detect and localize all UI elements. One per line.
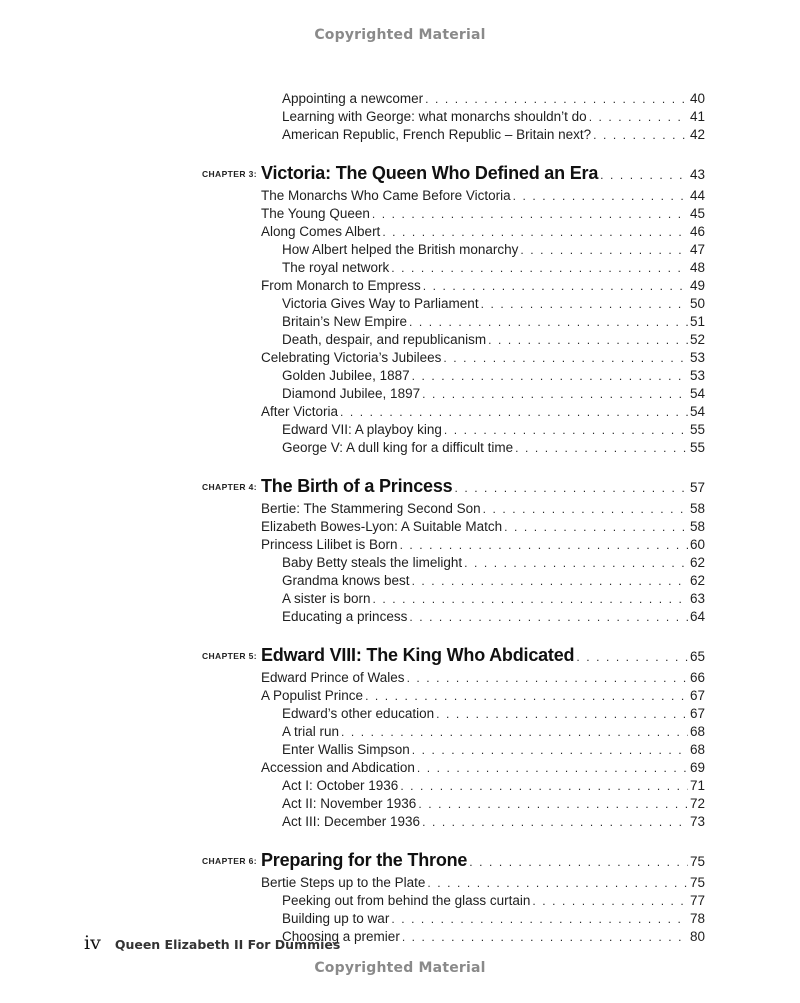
entry-page-number: 68 bbox=[689, 724, 705, 739]
dot-leader bbox=[488, 331, 688, 349]
entry-title: Educating a princess bbox=[282, 609, 408, 624]
toc-entry[interactable] bbox=[261, 669, 705, 687]
toc-entry[interactable] bbox=[282, 892, 705, 910]
entry-page-number: 66 bbox=[689, 670, 705, 685]
dot-leader bbox=[340, 403, 688, 421]
entry-page-number: 64 bbox=[689, 609, 705, 624]
entry-title: Accession and Abdication bbox=[261, 760, 415, 775]
chapter-title: Preparing for the Throne bbox=[261, 850, 468, 870]
toc-entry[interactable] bbox=[261, 687, 705, 705]
toc-entry[interactable] bbox=[261, 205, 705, 223]
entry-title: Edward’s other education bbox=[282, 706, 435, 721]
entry-page-number: 40 bbox=[689, 91, 705, 106]
toc-entry[interactable] bbox=[261, 349, 705, 367]
dot-leader bbox=[373, 590, 688, 608]
dot-leader bbox=[409, 608, 688, 626]
dot-leader bbox=[483, 500, 688, 518]
entry-page-number: 52 bbox=[689, 332, 705, 347]
entry-title: A trial run bbox=[282, 724, 340, 739]
chapter-heading[interactable] bbox=[201, 161, 705, 185]
dot-leader bbox=[464, 554, 688, 572]
entry-title: Baby Betty steals the limelight bbox=[282, 555, 463, 570]
toc-entry[interactable] bbox=[282, 259, 705, 277]
dot-leader bbox=[365, 687, 688, 705]
toc-entry[interactable] bbox=[282, 126, 705, 144]
entry-page-number: 53 bbox=[689, 368, 705, 383]
book-title: Queen Elizabeth II For Dummies bbox=[114, 937, 341, 952]
toc-entry[interactable] bbox=[282, 385, 705, 403]
dot-leader bbox=[427, 874, 688, 892]
entry-title: Appointing a newcomer bbox=[282, 91, 424, 106]
toc-entry[interactable] bbox=[261, 403, 705, 421]
dot-leader bbox=[409, 313, 688, 331]
dot-leader bbox=[412, 572, 688, 590]
entry-page-number: 47 bbox=[689, 242, 705, 257]
entry-page-number: 62 bbox=[689, 555, 705, 570]
toc-entry[interactable] bbox=[282, 572, 705, 590]
entry-title: Act II: November 1936 bbox=[282, 796, 417, 811]
dot-leader bbox=[481, 295, 688, 313]
dot-leader bbox=[400, 777, 688, 795]
entry-title: The Monarchs Who Came Before Victoria bbox=[261, 188, 511, 203]
entry-page-number: 77 bbox=[689, 893, 705, 908]
entry-title: The royal network bbox=[282, 260, 390, 275]
chapter-title: Edward VIII: The King Who Abdicated bbox=[261, 645, 575, 665]
toc-entry[interactable] bbox=[282, 554, 705, 572]
entry-page-number: 60 bbox=[689, 537, 705, 552]
toc-entry[interactable] bbox=[261, 223, 705, 241]
toc-entry[interactable] bbox=[282, 108, 705, 126]
toc-entry[interactable] bbox=[282, 90, 705, 108]
dot-leader bbox=[417, 759, 688, 777]
entry-page-number: 68 bbox=[689, 742, 705, 757]
entry-page-number: 49 bbox=[689, 278, 705, 293]
table-of-contents bbox=[0, 90, 800, 963]
entry-page-number: 75 bbox=[689, 875, 705, 890]
entry-page-number: 73 bbox=[689, 814, 705, 829]
dot-leader bbox=[436, 705, 688, 723]
entry-title: Golden Jubilee, 1887 bbox=[282, 368, 410, 383]
entry-page-number: 67 bbox=[689, 706, 705, 721]
toc-entry[interactable] bbox=[282, 928, 705, 946]
copyright-watermark-top: Copyrighted Material bbox=[314, 27, 486, 43]
dot-leader bbox=[412, 367, 688, 385]
chapter-title: Victoria: The Queen Who Defined an Era bbox=[261, 163, 599, 183]
dot-leader bbox=[444, 421, 688, 439]
dot-leader bbox=[372, 205, 688, 223]
dot-leader bbox=[443, 349, 688, 367]
toc-entry[interactable] bbox=[261, 874, 705, 892]
toc-entry[interactable] bbox=[282, 910, 705, 928]
entry-title: The Young Queen bbox=[261, 206, 370, 221]
entry-page-number: 58 bbox=[689, 501, 705, 516]
dot-leader bbox=[513, 187, 688, 205]
chapter-page-number: 65 bbox=[689, 649, 705, 664]
chapter-heading[interactable] bbox=[201, 848, 705, 872]
entry-page-number: 72 bbox=[689, 796, 705, 811]
entry-page-number: 44 bbox=[689, 188, 705, 203]
entry-title: Celebrating Victoria’s Jubilees bbox=[261, 350, 442, 365]
entry-page-number: 41 bbox=[689, 109, 705, 124]
toc-entry[interactable] bbox=[282, 313, 705, 331]
dot-leader bbox=[423, 277, 688, 295]
dot-leader bbox=[402, 928, 688, 946]
dot-leader bbox=[391, 910, 688, 928]
toc-entry[interactable] bbox=[282, 421, 705, 439]
entry-page-number: 67 bbox=[689, 688, 705, 703]
entry-page-number: 42 bbox=[689, 127, 705, 142]
entry-title: Edward VII: A playboy king bbox=[282, 422, 442, 437]
chapter-page-number: 75 bbox=[689, 854, 705, 869]
entry-page-number: 45 bbox=[689, 206, 705, 221]
entry-title: Act I: October 1936 bbox=[282, 778, 399, 793]
dot-leader bbox=[425, 90, 688, 108]
entry-page-number: 80 bbox=[689, 929, 705, 944]
entry-page-number: 71 bbox=[689, 778, 705, 793]
entry-title: Peeking out from behind the glass curtain bbox=[282, 893, 531, 908]
entry-page-number: 58 bbox=[689, 519, 705, 534]
dot-leader bbox=[400, 536, 688, 554]
toc-entry[interactable] bbox=[282, 295, 705, 313]
entry-title: Elizabeth Bowes-Lyon: A Suitable Match bbox=[261, 519, 503, 534]
dot-leader bbox=[418, 795, 688, 813]
entry-title: Choosing a premier bbox=[282, 929, 400, 944]
entry-page-number: 55 bbox=[689, 422, 705, 437]
dot-leader bbox=[422, 385, 688, 403]
entry-title: Act III: December 1936 bbox=[282, 814, 421, 829]
dot-leader bbox=[407, 669, 688, 687]
entry-page-number: 63 bbox=[689, 591, 705, 606]
chapter-title: The Birth of a Princess bbox=[261, 476, 453, 496]
dot-leader bbox=[504, 518, 688, 536]
entry-title: Edward Prince of Wales bbox=[261, 670, 405, 685]
dot-leader bbox=[589, 108, 688, 126]
chapter-page-number: 57 bbox=[689, 480, 705, 495]
entry-title: American Republic, French Republic – Britain next? bbox=[282, 127, 592, 142]
page-footer bbox=[84, 932, 340, 954]
entry-page-number: 78 bbox=[689, 911, 705, 926]
chapter-section bbox=[0, 474, 800, 626]
entry-title: Britain’s New Empire bbox=[282, 314, 408, 329]
entry-page-number: 50 bbox=[689, 296, 705, 311]
entry-title: Grandma knows best bbox=[282, 573, 410, 588]
entry-title: Victoria Gives Way to Parliament bbox=[282, 296, 479, 311]
toc-entry[interactable] bbox=[261, 518, 705, 536]
entry-page-number: 54 bbox=[689, 386, 705, 401]
toc-entry[interactable] bbox=[282, 331, 705, 349]
entry-page-number: 48 bbox=[689, 260, 705, 275]
toc-entry[interactable] bbox=[282, 608, 705, 626]
dot-leader bbox=[593, 126, 688, 144]
entry-title: A sister is born bbox=[282, 591, 371, 606]
entry-title: Bertie Steps up to the Plate bbox=[261, 875, 426, 890]
toc-entry[interactable] bbox=[261, 500, 705, 518]
toc-entry[interactable] bbox=[282, 813, 705, 831]
dot-leader bbox=[412, 741, 688, 759]
chapter-page-number: 43 bbox=[689, 167, 705, 182]
toc-entry[interactable] bbox=[282, 241, 705, 259]
toc-entry[interactable] bbox=[261, 187, 705, 205]
toc-entry[interactable] bbox=[282, 367, 705, 385]
dot-leader bbox=[469, 850, 688, 874]
entry-title: Enter Wallis Simpson bbox=[282, 742, 410, 757]
continued-entries bbox=[0, 90, 800, 144]
chapter-heading[interactable] bbox=[201, 474, 705, 498]
entry-page-number: 46 bbox=[689, 224, 705, 239]
entry-page-number: 54 bbox=[689, 404, 705, 419]
dot-leader bbox=[515, 439, 688, 457]
toc-entry[interactable] bbox=[282, 439, 705, 457]
dot-leader bbox=[382, 223, 688, 241]
entry-page-number: 55 bbox=[689, 440, 705, 455]
dot-leader bbox=[532, 892, 688, 910]
toc-entry[interactable] bbox=[261, 277, 705, 295]
toc-entry[interactable] bbox=[282, 723, 705, 741]
dot-leader bbox=[454, 476, 688, 500]
chapter-section bbox=[0, 643, 800, 831]
page-number: iv bbox=[84, 932, 101, 954]
dot-leader bbox=[600, 163, 688, 187]
toc-entry[interactable] bbox=[261, 536, 705, 554]
toc-entry[interactable] bbox=[282, 795, 705, 813]
entry-title: How Albert helped the British monarchy bbox=[282, 242, 519, 257]
chapter-label: CHAPTER 3: bbox=[201, 169, 257, 179]
dot-leader bbox=[341, 723, 688, 741]
chapter-label: CHAPTER 6: bbox=[201, 856, 257, 866]
entry-title: From Monarch to Empress bbox=[261, 278, 421, 293]
entry-page-number: 53 bbox=[689, 350, 705, 365]
chapter-label: CHAPTER 4: bbox=[201, 482, 257, 492]
dot-leader bbox=[391, 259, 688, 277]
toc-entry[interactable] bbox=[282, 741, 705, 759]
chapter-label: CHAPTER 5: bbox=[201, 651, 257, 661]
entry-title: George V: A dull king for a difficult time bbox=[282, 440, 514, 455]
entry-title: A Populist Prince bbox=[261, 688, 364, 703]
entry-title: Death, despair, and republicanism bbox=[282, 332, 487, 347]
toc-entry[interactable] bbox=[261, 759, 705, 777]
entry-page-number: 62 bbox=[689, 573, 705, 588]
entry-title: After Victoria bbox=[261, 404, 339, 419]
entry-title: Princess Lilibet is Born bbox=[261, 537, 398, 552]
entry-title: Bertie: The Stammering Second Son bbox=[261, 501, 481, 516]
entry-title: Learning with George: what monarchs shouldn’t do bbox=[282, 109, 587, 124]
toc-entry[interactable] bbox=[282, 590, 705, 608]
chapter-section bbox=[0, 161, 800, 457]
dot-leader bbox=[422, 813, 688, 831]
entry-title: Along Comes Albert bbox=[261, 224, 381, 239]
dot-leader bbox=[520, 241, 688, 259]
entry-page-number: 51 bbox=[689, 314, 705, 329]
entry-title: Building up to war bbox=[282, 911, 390, 926]
toc-entry[interactable] bbox=[282, 705, 705, 723]
chapter-heading[interactable] bbox=[201, 643, 705, 667]
copyright-watermark-bottom: Copyrighted Material bbox=[314, 960, 486, 976]
entry-title: Diamond Jubilee, 1897 bbox=[282, 386, 421, 401]
dot-leader bbox=[576, 645, 688, 669]
chapter-list bbox=[0, 161, 800, 946]
toc-entry[interactable] bbox=[282, 777, 705, 795]
entry-page-number: 69 bbox=[689, 760, 705, 775]
